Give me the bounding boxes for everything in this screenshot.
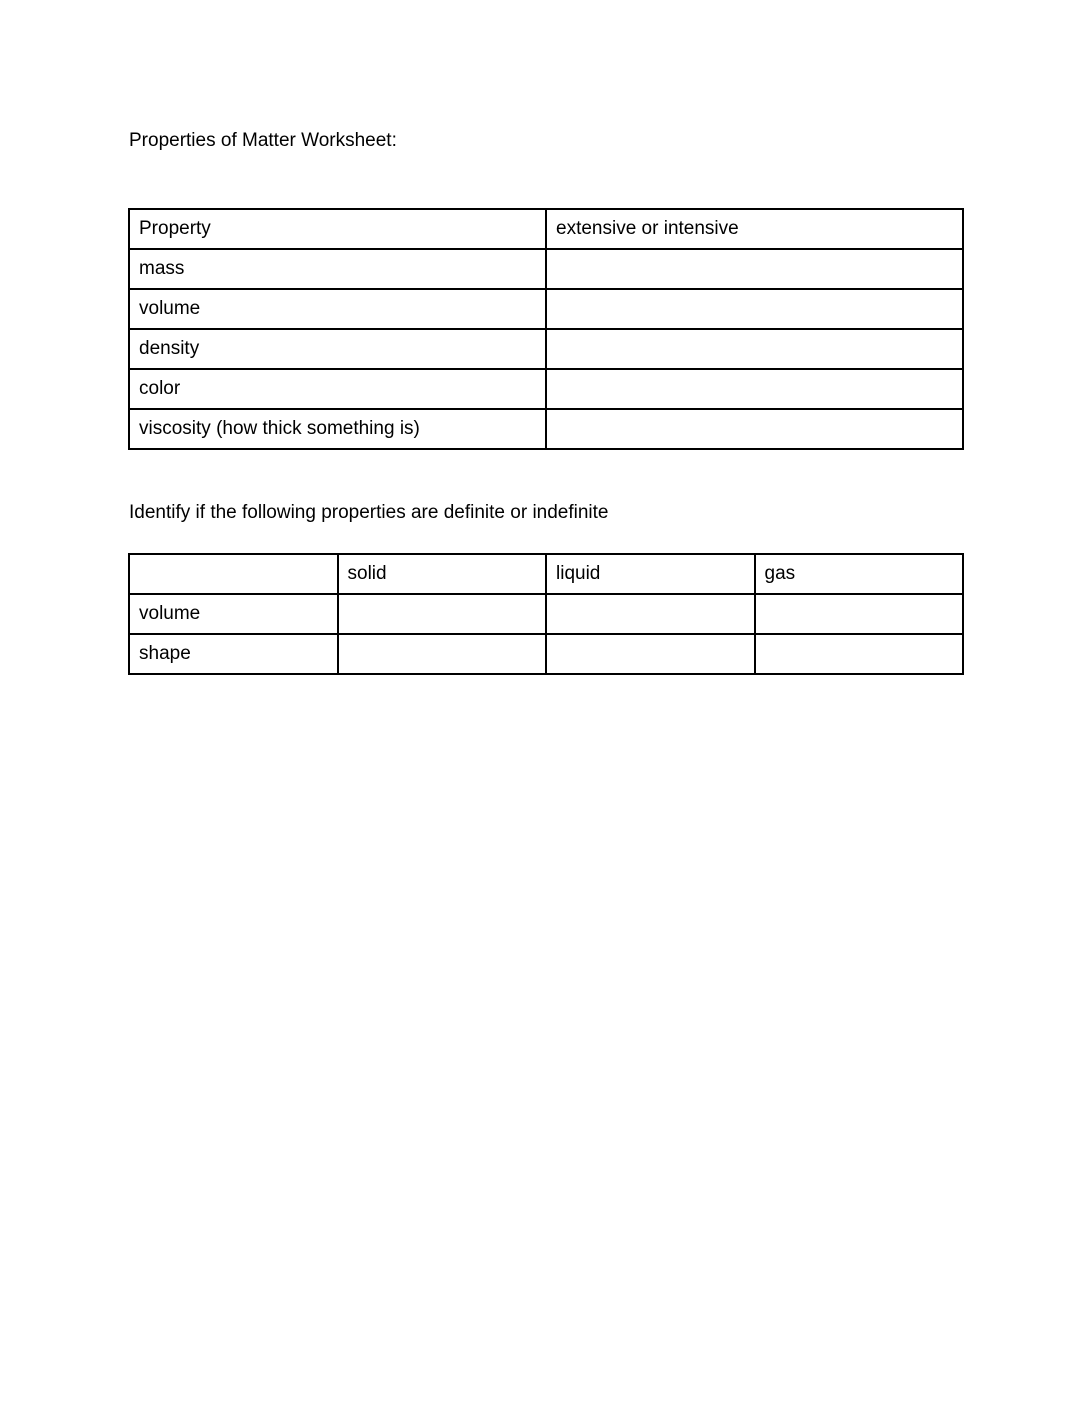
- header-property: Property: [129, 209, 546, 249]
- answer-cell-liquid[interactable]: [546, 594, 755, 634]
- table-row: [129, 369, 963, 409]
- property-cell: volume: [129, 289, 546, 329]
- answer-cell-liquid[interactable]: [546, 634, 755, 674]
- table-row: [129, 634, 963, 674]
- instruction-text: Identify if the following properties are definite or indefinite: [129, 502, 609, 523]
- table-row: [129, 249, 963, 289]
- answer-cell-solid[interactable]: [338, 594, 547, 634]
- page-title: Properties of Matter Worksheet:: [129, 130, 397, 151]
- header-liquid: liquid: [546, 554, 755, 594]
- answer-cell[interactable]: [546, 369, 963, 409]
- answer-cell[interactable]: [546, 289, 963, 329]
- table-row: [129, 594, 963, 634]
- answer-cell[interactable]: [546, 409, 963, 449]
- properties-table: [128, 208, 964, 450]
- table-row: [129, 289, 963, 329]
- answer-cell[interactable]: [546, 329, 963, 369]
- table-row: [129, 409, 963, 449]
- property-cell: mass: [129, 249, 546, 289]
- table-row: [129, 329, 963, 369]
- table-header-row: [129, 209, 963, 249]
- table-header-row: [129, 554, 963, 594]
- property-cell: shape: [129, 634, 338, 674]
- property-cell: color: [129, 369, 546, 409]
- answer-cell-gas[interactable]: [755, 634, 964, 674]
- header-gas: gas: [755, 554, 964, 594]
- property-cell: volume: [129, 594, 338, 634]
- header-solid: solid: [338, 554, 547, 594]
- states-table: [128, 553, 964, 675]
- property-cell: density: [129, 329, 546, 369]
- header-extensive-intensive: extensive or intensive: [546, 209, 963, 249]
- header-blank: [129, 554, 338, 594]
- answer-cell[interactable]: [546, 249, 963, 289]
- answer-cell-solid[interactable]: [338, 634, 547, 674]
- answer-cell-gas[interactable]: [755, 594, 964, 634]
- property-cell: viscosity (how thick something is): [129, 409, 546, 449]
